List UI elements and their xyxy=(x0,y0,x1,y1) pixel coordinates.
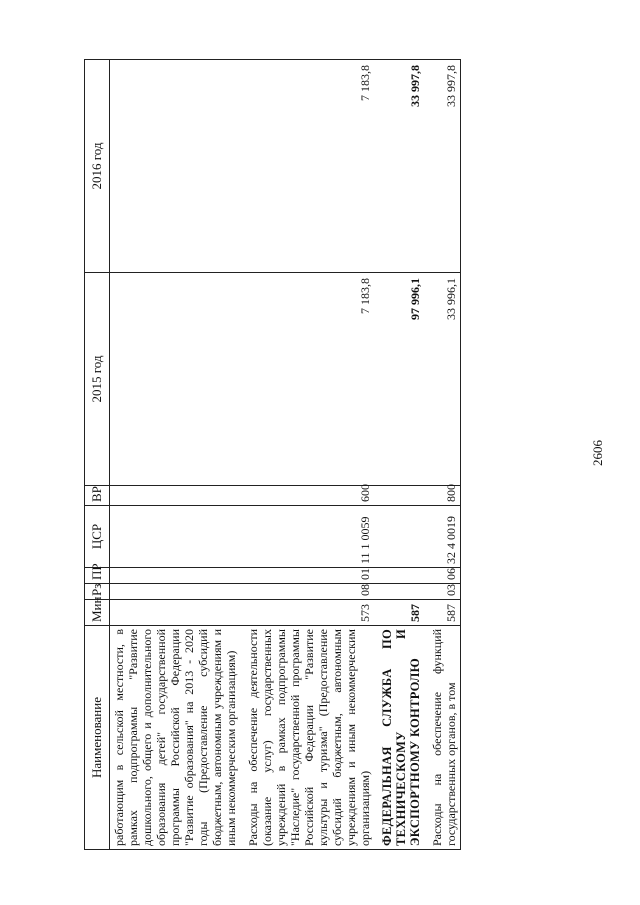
row-name: Расходы на обеспечение функций государственных органов, в том xyxy=(428,626,461,850)
row-2016: 7 183,8 xyxy=(244,60,374,273)
row-2016 xyxy=(110,60,241,273)
row-name: Расходы на обеспечение деятельности (оказание услуг) государственных учреждений в рамках подпрограммы "Наследие" государственной программы Российской Федерации "Развитие культуры и туризма" (Предоставление субсидий бюджетным, автономным учреждениям и иным некоммерческим организациям) xyxy=(244,626,374,850)
row-2016: 33 997,8 xyxy=(378,60,424,273)
row-min: 573 xyxy=(244,600,374,626)
row-pr xyxy=(110,568,241,584)
row-vr xyxy=(378,486,424,506)
table-row xyxy=(428,60,461,850)
row-vr: 800 xyxy=(428,486,461,506)
row-pr: 06 xyxy=(428,568,461,584)
row-name: ФЕДЕРАЛЬНАЯ СЛУЖБА ПО ТЕХНИЧЕСКОМУ И ЭКСПОРТНОМУ КОНТРОЛЮ xyxy=(378,626,424,850)
row-csr xyxy=(378,506,424,568)
row-name: работающим в сельской местности, в рамках подпрограммы "Развитие дошкольного, общего и дополнительного образования детей" государственной программы Российской Федерации "Развитие образования" на 2013 - 2020 годы (Предоставление субсидий бюджетным, автономным учреждениям и иным некоммерческим организациям) xyxy=(110,626,241,850)
row-pr: 01 xyxy=(244,568,374,584)
row-min: 587 xyxy=(378,600,424,626)
table-row xyxy=(110,60,241,850)
row-2015: 33 996,1 xyxy=(428,273,461,486)
row-csr: 11 1 0059 xyxy=(244,506,374,568)
header-csr: ЦСР xyxy=(85,506,110,568)
budget-table xyxy=(84,59,461,850)
row-2016: 33 997,8 xyxy=(428,60,461,273)
row-rz xyxy=(378,584,424,600)
row-vr: 600 xyxy=(244,486,374,506)
header-vr: ВР xyxy=(85,486,110,506)
row-rz: 03 xyxy=(428,584,461,600)
table-header-row xyxy=(85,60,110,850)
row-vr xyxy=(110,486,241,506)
header-min: Мин xyxy=(85,600,110,626)
header-rz: Рз xyxy=(85,584,110,600)
row-min: 587 xyxy=(428,600,461,626)
row-rz xyxy=(110,584,241,600)
row-2015 xyxy=(110,273,241,486)
row-2015: 97 996,1 xyxy=(378,273,424,486)
row-csr: 32 4 0019 xyxy=(428,506,461,568)
rotated-page xyxy=(84,60,624,850)
header-pr: ПР xyxy=(85,568,110,584)
table-row xyxy=(244,60,374,850)
table-row xyxy=(378,60,424,850)
row-csr xyxy=(110,506,241,568)
row-min xyxy=(110,600,241,626)
row-pr xyxy=(378,568,424,584)
header-name: Наименование xyxy=(85,626,110,850)
header-2015: 2015 год xyxy=(85,273,110,486)
page-number: 2606 xyxy=(590,440,605,466)
header-2016: 2016 год xyxy=(85,60,110,273)
row-2015: 7 183,8 xyxy=(244,273,374,486)
row-rz: 08 xyxy=(244,584,374,600)
